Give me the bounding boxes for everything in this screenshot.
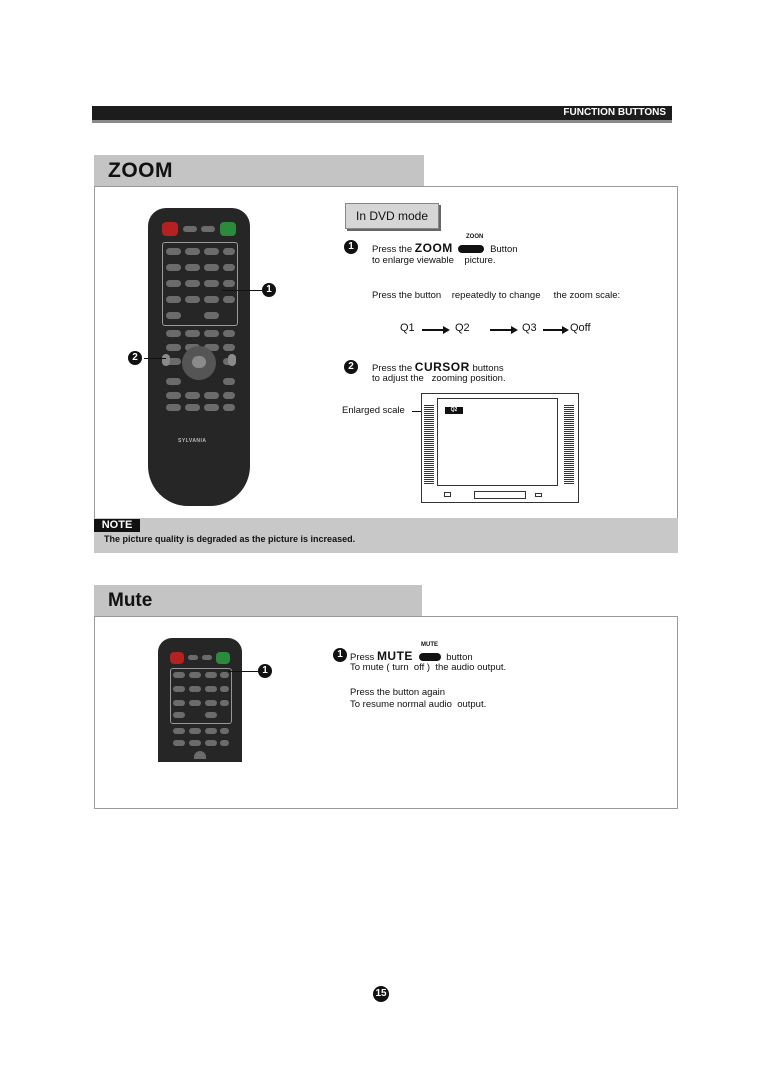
- remote-key: [173, 686, 185, 692]
- note-label: NOTE: [94, 519, 140, 532]
- step-2-line2: to adjust the zooming position.: [372, 373, 506, 384]
- remote-key: [185, 280, 200, 287]
- step-1-text: [372, 242, 518, 256]
- remote-key: [223, 392, 235, 399]
- mute-section-title: Mute: [94, 585, 422, 616]
- mute-key-label: MUTE: [421, 642, 438, 648]
- remote-key: [166, 378, 181, 385]
- remote-key: [185, 330, 200, 337]
- screen-zoom-badge: Q2: [445, 407, 463, 414]
- remote-key: [204, 392, 219, 399]
- power-key: [170, 652, 184, 664]
- tv-button-left: [444, 492, 451, 497]
- page-number: 15: [373, 986, 389, 1002]
- remote-key: [205, 672, 217, 678]
- enlarged-scale-label: Enlarged scale: [342, 405, 405, 416]
- remote-key: [185, 404, 200, 411]
- remote-key: [189, 700, 201, 706]
- remote-key: [201, 226, 215, 232]
- remote-key: [166, 330, 181, 337]
- callout-line-2: [144, 358, 166, 359]
- zoom-key-label: ZOON: [466, 234, 484, 240]
- section-header-bar: [92, 106, 672, 123]
- remote-key: [204, 330, 219, 337]
- remote-key: [189, 686, 201, 692]
- remote-key: [166, 248, 181, 255]
- callout-badge-1: 1: [262, 283, 276, 297]
- zoom-scale-q2: Q2: [455, 322, 470, 334]
- mute-word: MUTE: [376, 649, 413, 663]
- remote-key: [188, 655, 198, 660]
- callout-line-1: [222, 290, 262, 291]
- remote-key: [173, 700, 185, 706]
- mute-step-suffix: button: [446, 652, 473, 663]
- mute-key: [216, 652, 230, 664]
- remote-key: [202, 655, 212, 660]
- callout-badge-2: 2: [128, 351, 142, 365]
- mute-button-icon: [419, 653, 441, 661]
- remote-key: [166, 344, 181, 351]
- remote-key: [204, 296, 219, 303]
- remote-key: [204, 404, 219, 411]
- cursor-left-key: [162, 354, 170, 366]
- zoom-word: ZOOM: [414, 241, 453, 255]
- remote-key: [166, 296, 181, 303]
- mute-callout-line: [228, 671, 258, 672]
- zoom-scale-q1: Q1: [400, 322, 415, 334]
- mute-remote-illustration: [158, 638, 242, 762]
- enter-key: [192, 356, 206, 368]
- repeat-instruction: Press the button repeatedly to change the zoom scale:: [372, 290, 621, 301]
- remote-key: [223, 330, 235, 337]
- arrow-q2-q3: [490, 329, 512, 331]
- remote-key: [183, 226, 197, 232]
- remote-key: [185, 264, 200, 271]
- arrowhead-q1-q2: [443, 326, 450, 334]
- arrow-q3-qoff: [543, 329, 563, 331]
- remote-key: [205, 728, 217, 734]
- remote-key: [204, 312, 219, 319]
- arrow-q1-q2: [422, 329, 444, 331]
- remote-key: [223, 378, 235, 385]
- tv-button-right: [535, 493, 542, 497]
- step-1-prefix: Press the: [372, 244, 413, 255]
- mute-step-prefix: Press: [350, 652, 375, 663]
- step-1-line2: to enlarge viewable picture.: [372, 255, 496, 266]
- remote-key: [189, 672, 201, 678]
- remote-key: [223, 264, 235, 271]
- remote-key: [166, 392, 181, 399]
- mute-step-badge: 1: [333, 648, 347, 662]
- remote-key: [185, 296, 200, 303]
- remote-key: [185, 392, 200, 399]
- step-2-badge: 2: [344, 360, 358, 374]
- power-key: [162, 222, 178, 236]
- zoom-section-title: ZOOM: [94, 155, 424, 186]
- remote-key: [166, 404, 181, 411]
- remote-key: [223, 404, 235, 411]
- step-2-suffix: buttons: [472, 363, 504, 374]
- mute-again-line1: Press the button again: [350, 687, 446, 698]
- remote-key: [223, 344, 235, 351]
- remote-key: [173, 672, 185, 678]
- cursor-right-key: [228, 354, 236, 366]
- zoom-scale-qoff: Qoff: [570, 322, 591, 334]
- remote-key: [173, 740, 185, 746]
- tv-left-grille: [424, 404, 434, 484]
- remote-key: [173, 728, 185, 734]
- remote-key: [205, 686, 217, 692]
- step-2-prefix: Press the: [372, 363, 413, 374]
- arrowhead-q3-qoff: [562, 326, 569, 334]
- remote-key: [220, 728, 229, 734]
- remote-key: [220, 686, 229, 692]
- remote-key: [185, 248, 200, 255]
- remote-key: [223, 296, 235, 303]
- note-text: The picture quality is degraded as the picture is increased.: [104, 534, 356, 544]
- mute-step-line2: To mute ( turn off ) the audio output.: [350, 662, 507, 673]
- mute-again-line2: To resume normal audio output.: [350, 699, 487, 710]
- dvd-mode-label: In DVD mode: [345, 203, 439, 229]
- remote-key: [204, 264, 219, 271]
- zoom-scale-q3: Q3: [522, 322, 537, 334]
- remote-key: [189, 728, 201, 734]
- eject-key: [220, 222, 236, 236]
- remote-key: [173, 712, 185, 718]
- remote-key: [204, 248, 219, 255]
- remote-key: [205, 740, 217, 746]
- remote-key: [220, 700, 229, 706]
- tv-right-grille: [564, 404, 574, 484]
- remote-key: [223, 248, 235, 255]
- remote-key: [204, 280, 219, 287]
- zoom-key: [223, 280, 235, 287]
- mute-callout-badge: 1: [258, 664, 272, 678]
- remote-key: [220, 672, 229, 678]
- remote-brand: SYLVANIA: [178, 438, 207, 444]
- zoom-button-icon: [458, 245, 484, 253]
- remote-control-illustration: [148, 208, 250, 506]
- remote-key: [205, 712, 217, 718]
- cursor-up-key: [194, 751, 206, 759]
- remote-key: [220, 740, 229, 746]
- section-header-title: FUNCTION BUTTONS: [563, 107, 666, 118]
- cursor-word: CURSOR: [414, 360, 470, 374]
- step-1-badge: 1: [344, 240, 358, 254]
- arrowhead-q2-q3: [511, 326, 518, 334]
- tv-disc-slot: [474, 491, 526, 499]
- remote-key: [166, 312, 181, 319]
- remote-key: [189, 740, 201, 746]
- step-1-suffix: Button: [490, 244, 518, 255]
- remote-key: [205, 700, 217, 706]
- remote-key: [166, 264, 181, 271]
- remote-key: [166, 280, 181, 287]
